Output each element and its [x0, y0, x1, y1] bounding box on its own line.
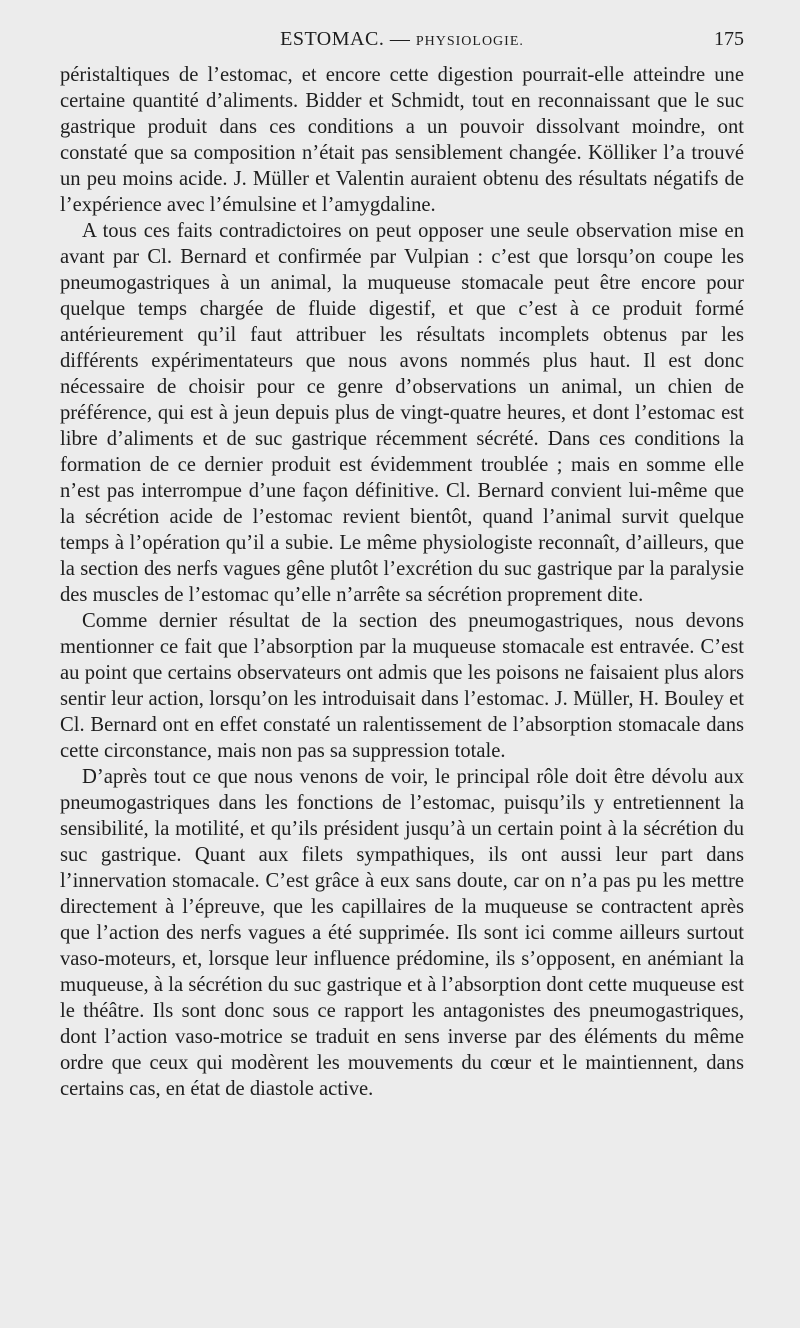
- paragraph: D’après tout ce que nous venons de voir, le principal rôle doit être dévolu aux pneumogastriques dans les fonctions de l’estomac, puisqu’ils y entretiennent la sensibilité, la motilité, et qu’ils président jusqu’à un certain point à la sécrétion du suc gastrique. Quant aux filets sympathiques, ils ont aussi leur part dans l’innervation stomacale. C’est grâce à eux sans doute, car on n’a pas pu les mettre directement à l’épreuve, que les capillaires de la muqueuse se contractent après que l’action des nerfs vagues a été supprimée. Ils sont ici comme ailleurs surtout vaso-moteurs, et, lorsque leur influence prédomine, ils s’opposent, en anémiant la muqueuse, à la sécrétion du suc gastrique et à l’absorption dont cette muqueuse est le théâtre. Ils sont donc sous ce rapport les antagonistes des pneumogastriques, dont l’action vaso-motrice se traduit en sens inverse par des éléments du même ordre que ceux qui modèrent les mouvements du cœur et le maintiennent, dans certains cas, en état de diastole active.: [60, 766, 744, 1100]
- running-header: [60, 28, 744, 62]
- chapter-title: ESTOMAC.: [280, 28, 385, 50]
- page-number: 175: [714, 28, 744, 50]
- paragraph: Comme dernier résultat de la section des pneumogastriques, nous devons mentionner ce fait que l’absorption par la muqueuse stomacale est entravée. C’est au point que certains observateurs ont admis que les poisons ne faisaient plus alors sentir leur action, lorsqu’on les introduisait dans l’estomac. J. Müller, H. Bouley et Cl. Bernard ont en effet constaté un ralentissement de l’absorption stomacale dans cette circonstance, mais non pas sa suppression totale.: [60, 610, 744, 762]
- body-text: [60, 62, 744, 1102]
- running-title: [60, 28, 744, 51]
- paragraph: A tous ces faits contradictoires on peut opposer une seule observation mise en avant par Cl. Bernard et confirmée par Vulpian : c’est que lorsqu’on coupe les pneumogastriques à un animal, la muqueuse stomacale peut être encore pour quelque temps chargée de fluide digestif, et que c’est à ce produit formé antérieurement qu’il faut attribuer les résultats incomplets obtenus par les différents expérimentateurs que nous avons nommés plus haut. Il est donc nécessaire de choisir pour ce genre d’observations un animal, un chien de préférence, qui est à jeun depuis plus de vingt-quatre heures, et dont l’estomac est libre d’aliments et de suc gastrique récemment sécrété. Dans ces conditions la formation de ce dernier produit est évidemment troublée ; mais en somme elle n’est pas interrompue d’une façon définitive. Cl. Bernard convient lui-même que la sécrétion acide de l’estomac revient bientôt, quand l’animal survit quelque temps à l’opération qu’il a subie. Le même physiologiste reconnaît, d’ailleurs, que la section des nerfs vagues gêne plutôt l’excrétion du suc gastrique par la paralysie des muscles de l’estomac qu’elle n’arrête sa sécrétion proprement dite.: [60, 220, 744, 606]
- paragraph: péristaltiques de l’estomac, et encore cette digestion pourrait-elle atteindre une certaine quantité d’aliments. Bidder et Schmidt, tout en reconnaissant que le suc gastrique produit dans ces conditions a un pouvoir dissolvant moindre, ont constaté que sa composition n’était pas sensiblement changée. Kölliker l’a trouvé un peu moins acide. J. Müller et Valentin auraient obtenu des résultats négatifs de l’expérience avec l’émulsine et l’amygdaline.: [60, 64, 744, 216]
- section-title: PHYSIOLOGIE.: [415, 34, 524, 49]
- header-separator: —: [389, 28, 411, 50]
